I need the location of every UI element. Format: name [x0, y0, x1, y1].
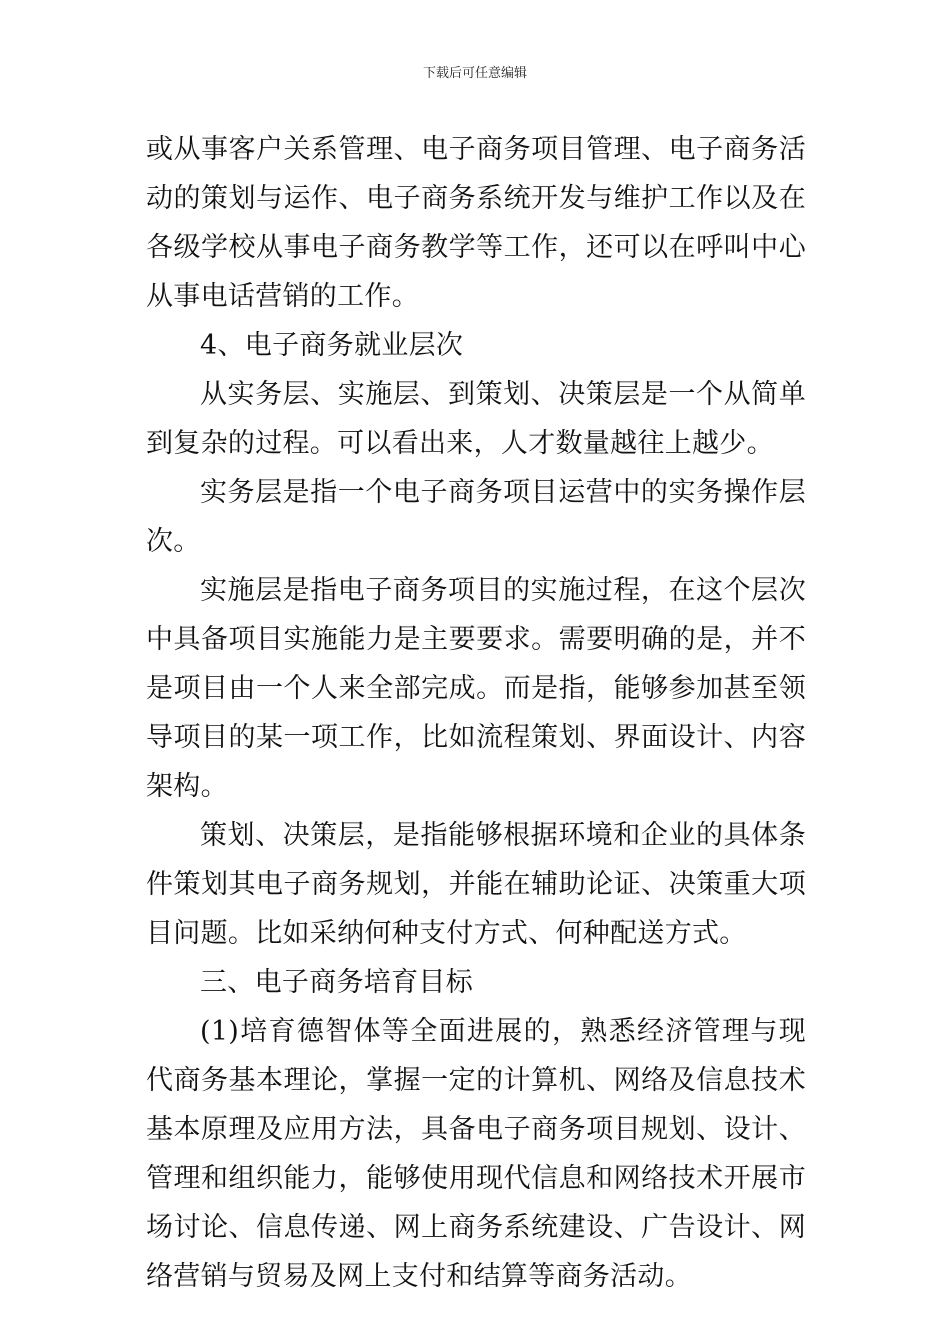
document-body: [146, 125, 806, 1301]
paragraph-levels-overview: 从实务层、实施层、到策划、决策层是一个从简单到复杂的过程。可以看出来，人才数量越往上越少。: [146, 379, 806, 459]
paragraph-training-goal-1: (1)培育德智体等全面进展的，熟悉经济管理与现代商务基本理论，掌握一定的计算机、网络及信息技术基本原理及应用方法，具备电子商务项目规划、设计、管理和组织能力，能够使用现代信息和网络技术开展市场讨论、信息传递、网上商务系统建设、广告设计、网络营销与贸易及网上支付和结算等商务活动。: [146, 1016, 806, 1292]
section-heading-training-goals: 三、电子商务培育目标: [200, 967, 473, 998]
paragraph-practice-level: 实务层是指一个电子商务项目运营中的实务操作层次。: [146, 477, 806, 557]
paragraph-implementation-level: 实施层是指电子商务项目的实施过程，在这个层次中具备项目实施能力是主要要求。需要明确的是，并不是项目由一个人来全部完成。而是指，能够参加甚至领导项目的某一项工作，比如流程策划、界面设计、内容架构。: [146, 575, 806, 802]
header-note: 下载后可任意编辑: [422, 66, 527, 81]
paragraph-decision-level: 策划、决策层，是指能够根据环境和企业的具体条件策划其电子商务规划，并能在辅助论证、决策重大项目问题。比如采纳何种支付方式、何种配送方式。: [146, 820, 806, 949]
paragraph-continuation: 或从事客户关系管理、电子商务项目管理、电子商务活动的策划与运作、电子商务系统开发与维护工作以及在各级学校从事电子商务教学等工作，还可以在呼叫中心从事电话营销的工作。: [146, 134, 806, 312]
section-heading-employment-levels: 4、电子商务就业层次: [200, 330, 464, 361]
